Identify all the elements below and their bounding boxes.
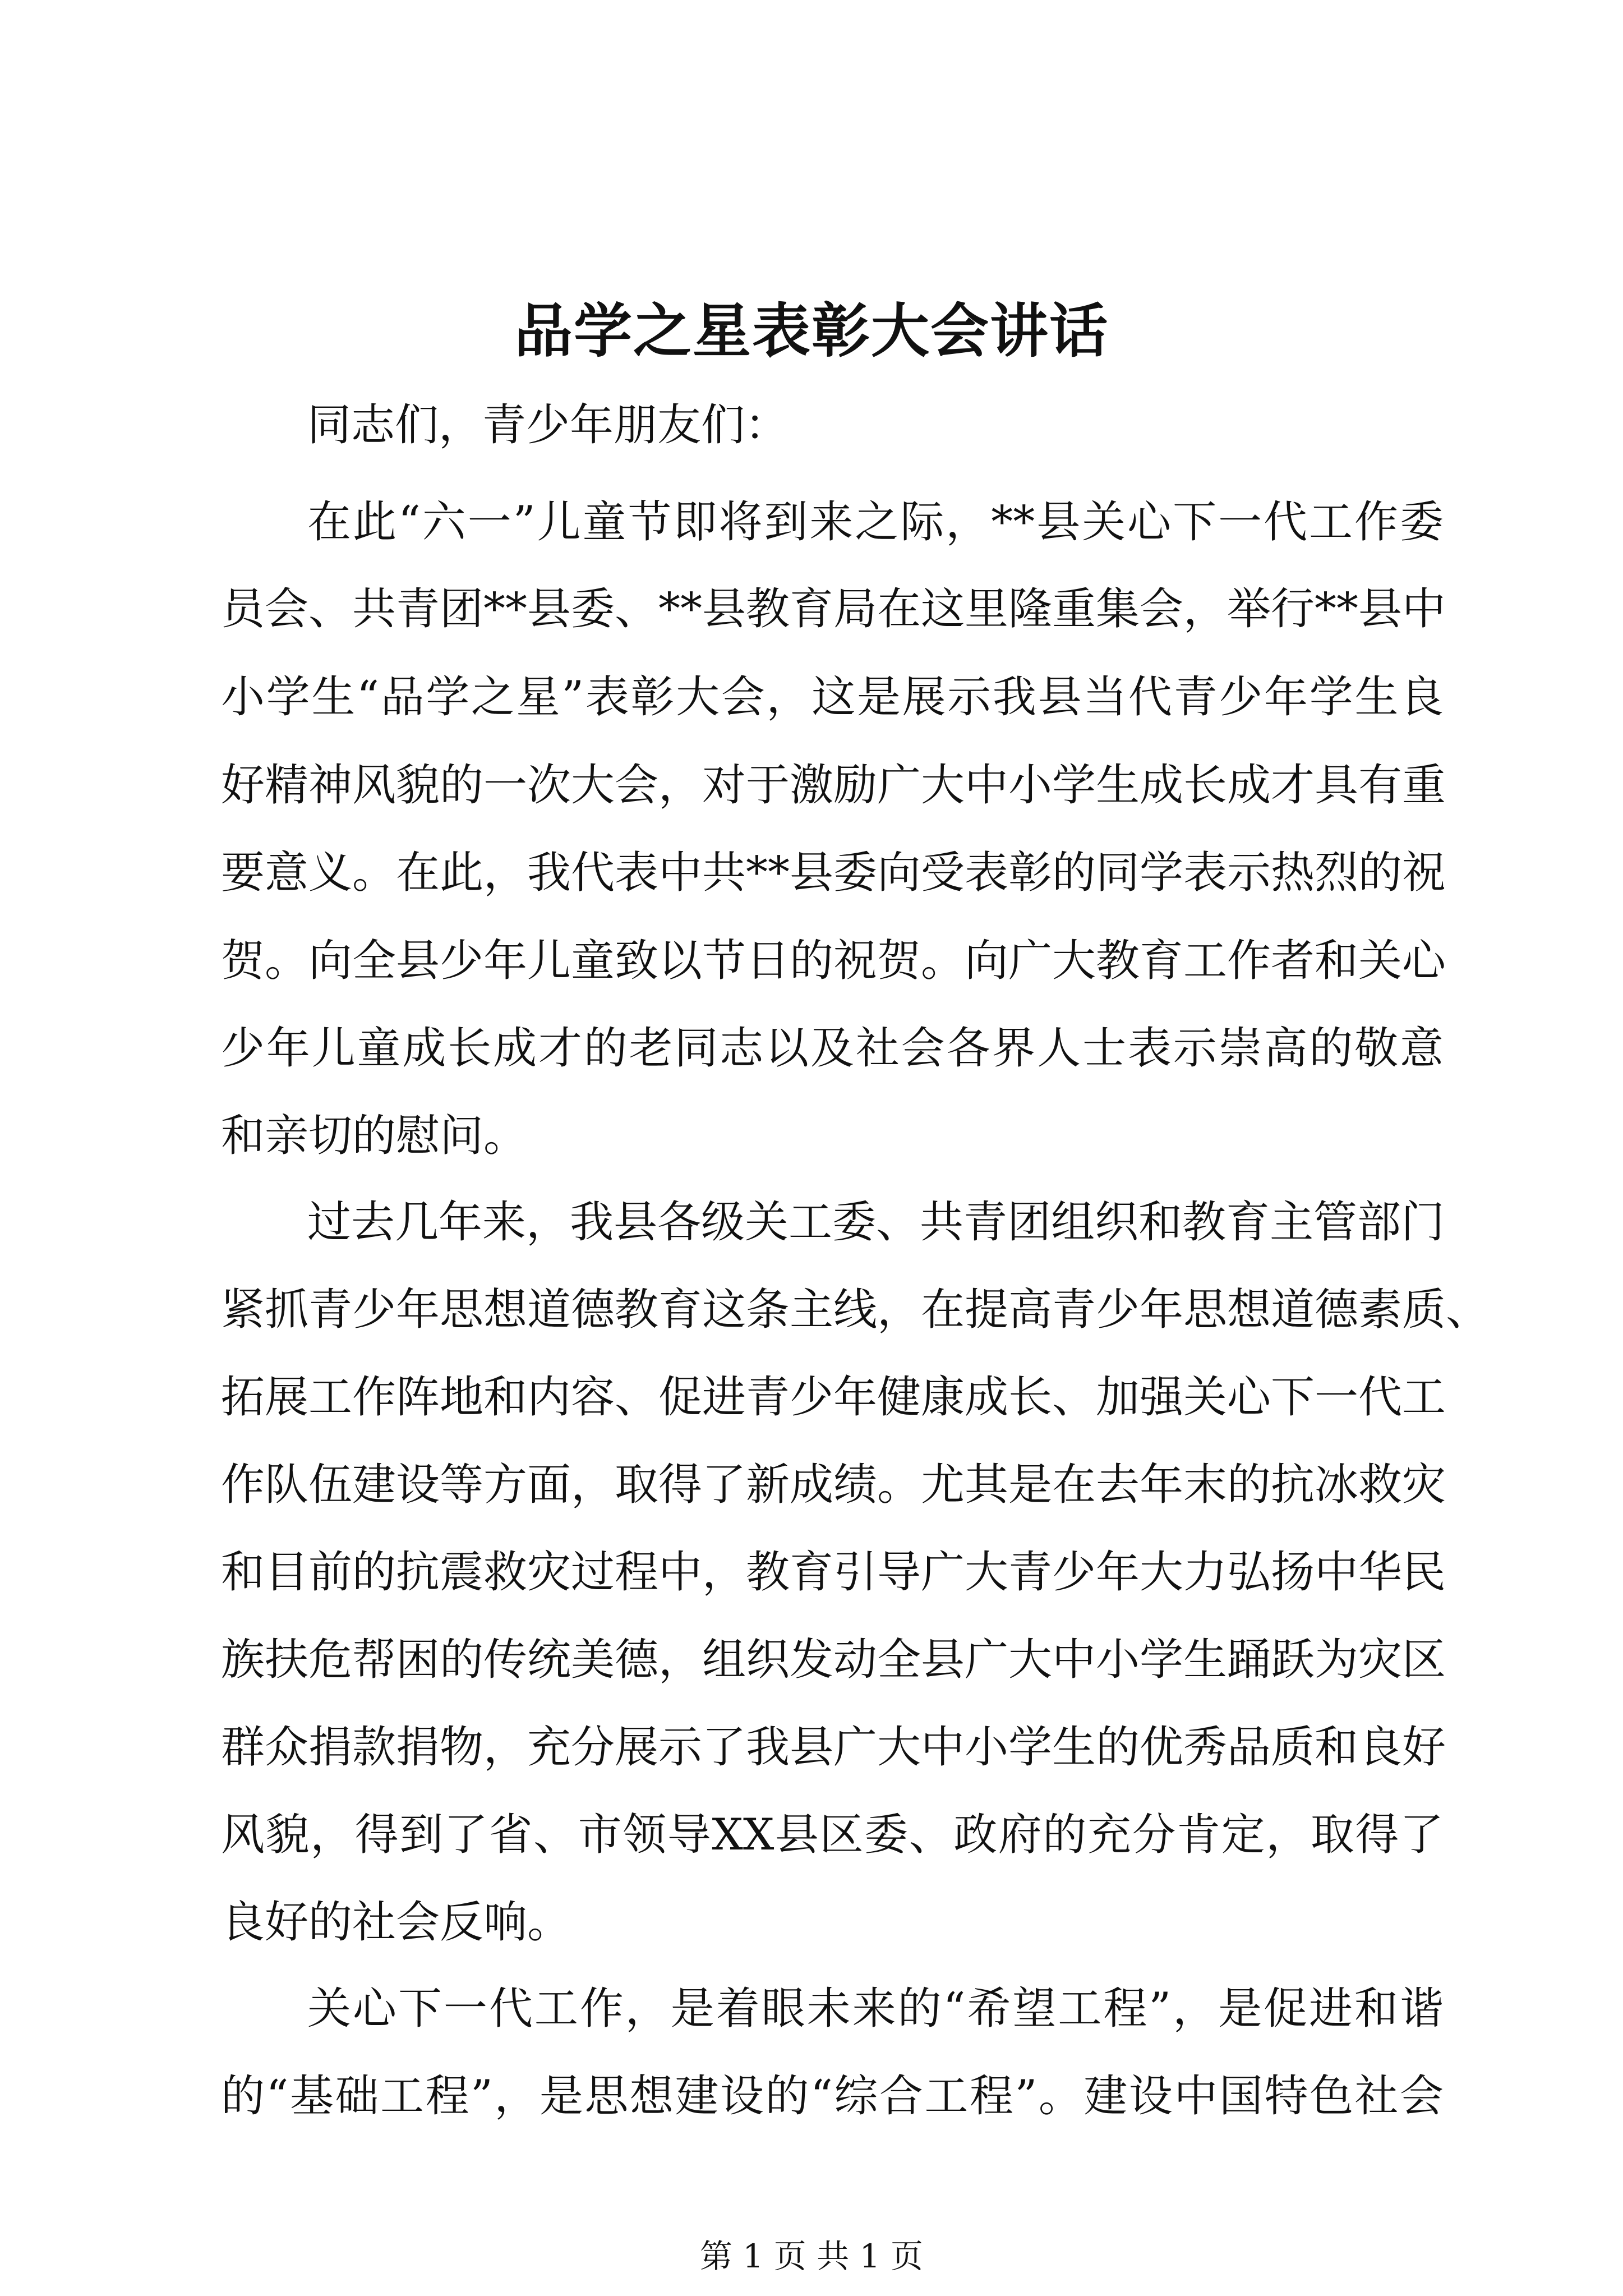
paragraph-2-line-2: 紧抓青少年思想道德教育这条主线，在提高青少年思想道德素质、 (221, 1285, 1490, 1335)
paragraph-2-line-5: 和目前的抗震救灾过程中，教育引导广大青少年大力弘扬中华民 (221, 1547, 1446, 1598)
paragraph-2-line-8: 风貌，得到了省、市领导XX县区委、政府的充分肯定，取得了 (221, 1810, 1444, 1860)
salutation: 同志们，青少年朋友们： (307, 400, 789, 450)
paragraph-1-line-5: 要意义。在此，我代表中共**县委向受表彰的同学表示热烈的祝 (221, 848, 1446, 898)
paragraph-1-line-7: 少年儿童成长成才的老同志以及社会各界人士表示崇高的敬意 (221, 1023, 1444, 1074)
document-title: 品学之星表彰大会讲话 (514, 296, 1109, 365)
paragraph-3-line-1: 关心下一代工作，是着眼未来的“希望工程”，是促进和谐 (307, 1984, 1444, 2034)
paragraph-2-line-9: 良好的社会反响。 (221, 1897, 571, 1948)
paragraph-2-line-6: 族扶危帮困的传统美德，组织发动全县广大中小学生踊跃为灾区 (221, 1635, 1446, 1685)
paragraph-1-line-4: 好精神风貌的一次大会，对于激励广大中小学生成长成才具有重 (221, 760, 1446, 811)
paragraph-1-line-6: 贺。向全县少年儿童致以节日的祝贺。向广大教育工作者和关心 (221, 936, 1446, 986)
paragraph-2-line-3: 拓展工作阵地和内容、促进青少年健康成长、加强关心下一代工 (221, 1372, 1446, 1423)
paragraph-1-line-3: 小学生“品学之星”表彰大会，这是展示我县当代青少年学生良 (221, 672, 1444, 723)
paragraph-1-line-2: 员会、共青团**县委、**县教育局在这里隆重集会，举行**县中 (221, 584, 1446, 634)
page-footer: 第 1 页 共 1 页 (700, 2237, 923, 2275)
paragraph-1-line-8: 和亲切的慰问。 (221, 1111, 528, 1161)
paragraph-2-line-7: 群众捐款捐物，充分展示了我县广大中小学生的优秀品质和良好 (221, 1722, 1446, 1773)
paragraph-2-line-1: 过去几年来，我县各级关工委、共青团组织和教育主管部门 (307, 1197, 1445, 1248)
paragraph-1-line-1: 在此“六一”儿童节即将到来之际，**县关心下一代工作委 (307, 497, 1444, 547)
paragraph-2-line-4: 作队伍建设等方面，取得了新成绩。尤其是在去年末的抗冰救灾 (221, 1460, 1446, 1510)
paragraph-3-line-2: 的“基础工程”，是思想建设的“综合工程”。建设中国特色社会 (221, 2071, 1444, 2122)
